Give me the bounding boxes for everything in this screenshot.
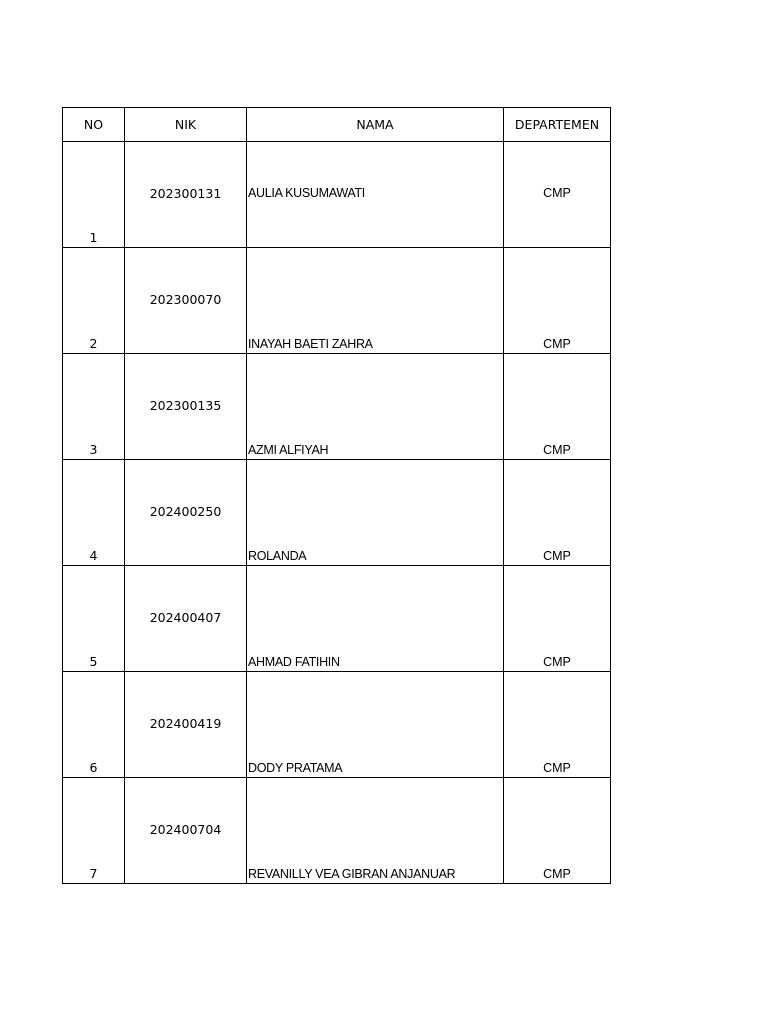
row-number: 4 <box>89 548 98 563</box>
employee-nik: 202300070 <box>149 292 222 307</box>
header-no: NO <box>63 108 125 142</box>
table-row <box>63 142 611 248</box>
employee-nik: 202300135 <box>149 398 222 413</box>
cell-nama <box>247 142 504 248</box>
cell-nik <box>125 566 247 672</box>
employee-name: INAYAH BAETI ZAHRA <box>248 337 373 351</box>
table-row <box>63 248 611 354</box>
cell-nik <box>125 460 247 566</box>
cell-nama <box>247 566 504 672</box>
header-nik: NIK <box>125 108 247 142</box>
row-number: 1 <box>89 230 98 245</box>
cell-departemen <box>504 778 611 884</box>
employee-name: ROLANDA <box>248 549 307 563</box>
employee-department: CMP <box>543 443 571 457</box>
employee-nik: 202300131 <box>149 186 222 201</box>
employee-table <box>62 107 611 884</box>
cell-nama <box>247 778 504 884</box>
employee-nik: 202400250 <box>149 504 222 519</box>
cell-no <box>63 142 125 248</box>
table-row <box>63 460 611 566</box>
employee-name: DODY PRATAMA <box>248 761 343 775</box>
cell-nik <box>125 354 247 460</box>
cell-departemen <box>504 460 611 566</box>
employee-nik: 202400704 <box>149 822 222 837</box>
employee-department: CMP <box>543 337 571 351</box>
row-number: 2 <box>89 336 98 351</box>
table-row <box>63 566 611 672</box>
employee-department: CMP <box>543 549 571 563</box>
cell-nama <box>247 672 504 778</box>
header-nama: NAMA <box>247 108 504 142</box>
header-departemen: DEPARTEMEN <box>504 108 611 142</box>
table-row <box>63 354 611 460</box>
employee-name: REVANILLY VEA GIBRAN ANJANUAR <box>248 867 456 881</box>
employee-nik: 202400419 <box>149 716 222 731</box>
employee-name: AULIA KUSUMAWATI <box>248 186 365 200</box>
cell-departemen <box>504 354 611 460</box>
cell-departemen <box>504 142 611 248</box>
cell-nik <box>125 672 247 778</box>
cell-nik <box>125 142 247 248</box>
cell-no <box>63 672 125 778</box>
cell-no <box>63 566 125 672</box>
table-row <box>63 778 611 884</box>
table-row <box>63 672 611 778</box>
row-number: 3 <box>89 442 98 457</box>
employee-name: AHMAD FATIHIN <box>248 655 340 669</box>
table-header-row <box>63 108 611 142</box>
cell-departemen <box>504 248 611 354</box>
cell-no <box>63 248 125 354</box>
cell-departemen <box>504 566 611 672</box>
employee-department: CMP <box>543 655 571 669</box>
row-number: 5 <box>89 654 98 669</box>
employee-department: CMP <box>543 186 571 200</box>
cell-nama <box>247 354 504 460</box>
row-number: 6 <box>89 760 98 775</box>
cell-nik <box>125 248 247 354</box>
cell-no <box>63 778 125 884</box>
cell-no <box>63 354 125 460</box>
cell-nama <box>247 248 504 354</box>
cell-nik <box>125 778 247 884</box>
row-number: 7 <box>89 866 98 881</box>
employee-department: CMP <box>543 867 571 881</box>
employee-nik: 202400407 <box>149 610 222 625</box>
cell-no <box>63 460 125 566</box>
employee-department: CMP <box>543 761 571 775</box>
cell-nama <box>247 460 504 566</box>
cell-departemen <box>504 672 611 778</box>
employee-name: AZMI ALFIYAH <box>248 443 329 457</box>
